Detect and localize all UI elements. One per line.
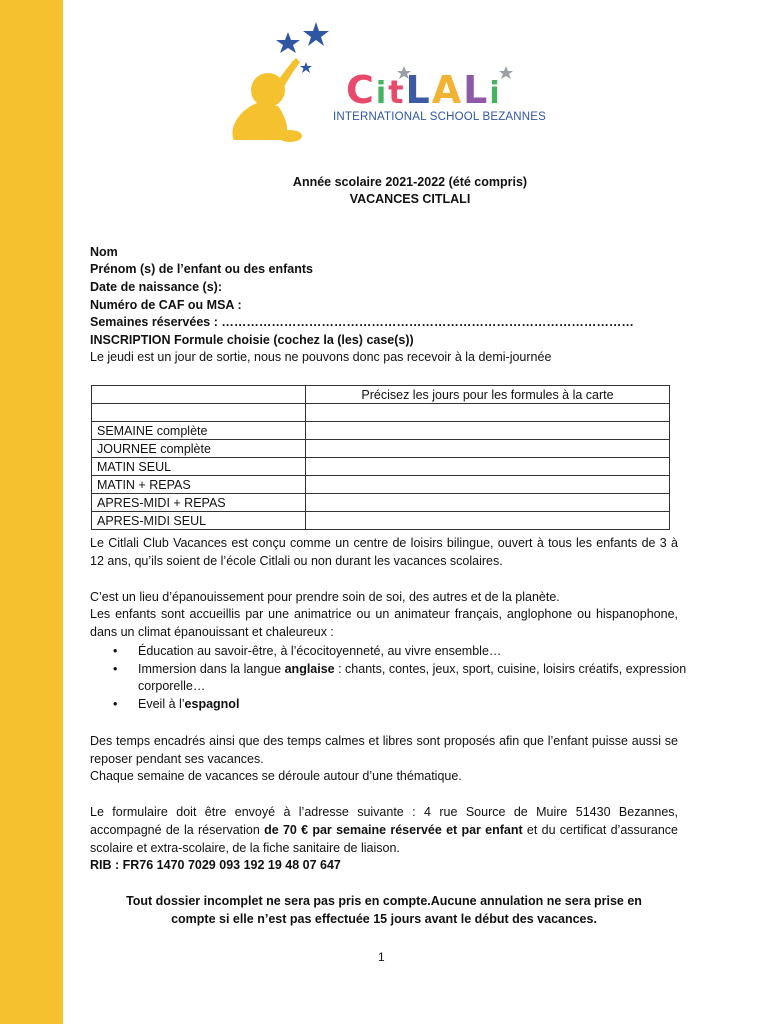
field-nom: Nom [90, 245, 118, 259]
list-item [110, 643, 690, 661]
list-item-text: Immersion dans la langue [138, 661, 285, 676]
list-item-bold: espagnol [184, 696, 240, 711]
brand-subtitle: INTERNATIONAL SCHOOL BEZANNES [333, 111, 547, 123]
table-header-cell: Précisez les jours pour les formules à la carte [306, 386, 670, 404]
brand-letter: i [375, 76, 389, 111]
jeudi-note: Le jeudi est un jour de sortie, nous ne pouvons donc pas recevoir à la demi-journée [90, 350, 552, 364]
formule-days-cell[interactable] [306, 476, 670, 494]
bullet-icon: • [113, 696, 118, 711]
field-semaines: Semaines réservées : ……………………………………………………………………………………… [90, 315, 634, 329]
formule-days-cell[interactable] [306, 458, 670, 476]
formule-days-cell[interactable] [306, 440, 670, 458]
formule-label: JOURNEE complète [92, 440, 306, 458]
brand-letter: i [489, 76, 502, 111]
formule-days-cell[interactable] [306, 512, 670, 530]
list-item-text: Éducation au savoir-être, à l’écocitoyenneté, au vivre ensemble… [138, 644, 502, 658]
formule-days-cell[interactable] [306, 494, 670, 512]
yellow-side-band [0, 0, 63, 1024]
list-item-text: Eveil à l’ [138, 696, 185, 711]
formule-label: MATIN + REPAS [92, 476, 306, 494]
table-row [92, 440, 670, 458]
brand-name [346, 70, 502, 114]
formulaire-price: de 70 € par semaine réservée et par enfant [264, 823, 523, 837]
stars-icon [276, 22, 329, 73]
formulaire-paragraph [90, 803, 678, 857]
inscription-heading: INSCRIPTION Formule choisie (cochez la (les) case(s)) [90, 333, 414, 347]
table-row [92, 422, 670, 440]
formulaire-text-end: et du certificat d’assurance scolaire et extra-scolaire, de la fiche sanitaire de liaison. [90, 823, 679, 855]
table-row [92, 476, 670, 494]
brand-letter: L [405, 68, 432, 112]
table-cell[interactable] [306, 404, 670, 422]
field-caf: Numéro de CAF ou MSA : [90, 298, 242, 312]
table-row [92, 386, 670, 404]
bullet-icon: • [113, 644, 118, 658]
formule-label: APRES-MIDI SEUL [92, 512, 306, 530]
formule-days-cell[interactable] [306, 422, 670, 440]
lieu-paragraph: C’est un lieu d’épanouissement pour prendre soin de soi, des autres et de la planète. [90, 590, 560, 604]
table-cell [92, 404, 306, 422]
brand-letter: C [346, 68, 376, 112]
formule-label: MATIN SEUL [92, 458, 306, 476]
table-row [92, 458, 670, 476]
child-silhouette-icon [232, 58, 302, 142]
list-item-text: : chants, contes, jeux, sport, cuisine, loisirs créatifs, expression corporelle… [138, 661, 687, 693]
table-row [92, 404, 670, 422]
formules-table [91, 385, 670, 530]
rib: RIB : FR76 1470 7029 093 192 19 48 07 647 [90, 858, 341, 872]
brand-letter: A [431, 68, 464, 112]
formulaire-text: Le formulaire doit être envoyé à l’adresse suivante : 4 rue Source de Muire 51430 Bezannes, accompagné de la réservation [90, 805, 678, 837]
page-number: 1 [378, 950, 385, 964]
table-cell [92, 386, 306, 404]
warning-line-1: Tout dossier incomplet ne sera pas pris en compte.Aucune annulation ne sera prise en [126, 894, 642, 908]
activities-list [110, 643, 690, 713]
field-prenom: Prénom (s) de l’enfant ou des enfants [90, 262, 313, 276]
list-item [110, 661, 690, 696]
bullet-icon: • [113, 661, 118, 676]
table-row [92, 494, 670, 512]
brand-letter: L [463, 68, 490, 112]
list-item-bold: anglaise [284, 661, 335, 676]
list-item [110, 696, 690, 714]
formule-label: APRES-MIDI + REPAS [92, 494, 306, 512]
field-date-naissance: Date de naissance (s): [90, 280, 222, 294]
vacances-title: VACANCES CITLALI [349, 192, 471, 206]
formule-label: SEMAINE complète [92, 422, 306, 440]
warning-line-2: compte si elle n’est pas effectuée 15 jours avant le début des vacances. [171, 912, 597, 926]
brand-letter: t [388, 73, 406, 111]
thematique-paragraph: Chaque semaine de vacances se déroule autour d’une thématique. [90, 769, 462, 783]
table-row [92, 512, 670, 530]
intro-paragraph: Le Citlali Club Vacances est conçu comme un centre de loisirs bilingue, ouvert à tous les enfants de 3 à 12 ans, qu’ils soient de l’école Citlali ou non durant les vacances scolaires. [90, 536, 678, 568]
enfants-paragraph: Les enfants sont accueillis par une animatrice ou un animateur français, anglophone ou hispanophone, dans un climat épanouissant et chaleureux : [90, 607, 678, 639]
temps-paragraph: Des temps encadrés ainsi que des temps calmes et libres sont proposés afin que l’enfant puisse aussi se reposer pendant ses vacances. [90, 734, 678, 766]
school-year-title: Année scolaire 2021-2022 (été compris) [292, 175, 528, 189]
